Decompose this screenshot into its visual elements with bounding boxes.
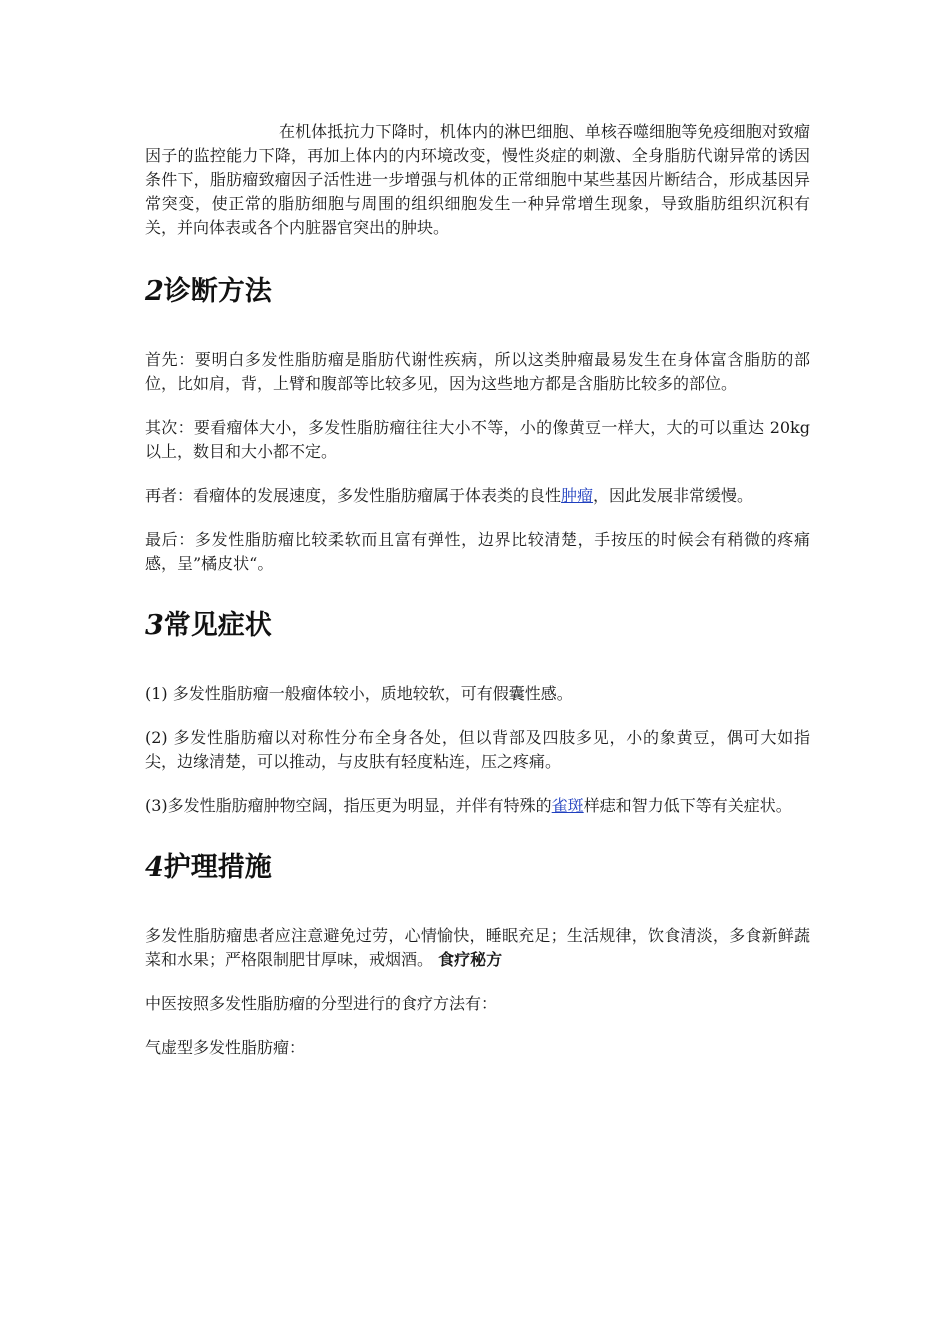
- freckle-link[interactable]: 雀斑: [551, 796, 584, 815]
- section-title: 护理措施: [163, 852, 272, 883]
- section-title: 常见症状: [163, 610, 272, 641]
- section-number: 2: [145, 276, 164, 307]
- paragraph-second: 其次：要看瘤体大小，多发性脂肪瘤往往大小不等，小的像黄豆一样大，大的可以重达 20kg 以上，数目和大小都不定。: [145, 418, 810, 461]
- symptom-item-2: (2) 多发性脂肪瘤以对称性分布全身各处，但以背部及四肢多见，小的象黄豆，偶可大如指尖，边缘清楚，可以推动，与皮肤有轻度粘连，压之疼痛。: [145, 728, 810, 771]
- paragraph-third: [145, 484, 810, 508]
- document-page: [145, 120, 810, 1060]
- symptom-item-1: (1) 多发性脂肪瘤一般瘤体较小，质地较软，可有假囊性感。: [145, 684, 573, 703]
- tumor-link[interactable]: 肿瘤: [561, 486, 594, 505]
- text-run: ，因此发展非常缓慢。: [593, 486, 754, 505]
- paragraph-first: 首先：要明白多发性脂肪瘤是脂肪代谢性疾病，所以这类肿瘤最易发生在身体富含脂肪的部位，比如肩，背，上臂和腹部等比较多见，因为这些地方都是含脂肪比较多的部位。: [145, 350, 810, 393]
- section-heading-care: [145, 850, 810, 886]
- section-number: 4: [145, 852, 164, 883]
- text-run: (3)多发性脂肪瘤肿物空阔，指压更为明显，并伴有特殊的: [145, 796, 552, 815]
- section-heading-diagnosis: [145, 274, 810, 310]
- section-heading-symptoms: [145, 608, 810, 644]
- diet-recipe-label: 食疗秘方: [438, 950, 503, 969]
- diet-intro-paragraph: 中医按照多发性脂肪瘤的分型进行的食疗方法有：: [145, 994, 498, 1013]
- text-run: 样痣和智力低下等有关症状。: [583, 796, 792, 815]
- care-paragraph: [145, 924, 810, 972]
- text-run: 再者：看瘤体的发展速度，多发性脂肪瘤属于体表类的良性: [145, 486, 562, 505]
- section-title: 诊断方法: [163, 276, 272, 307]
- qi-deficiency-paragraph: 气虚型多发性脂肪瘤：: [145, 1038, 306, 1057]
- text-run: 多发性脂肪瘤患者应注意避免过劳，心情愉快，睡眠充足；生活规律，饮食清淡，多食新鲜蔬菜和水果；严格限制肥甘厚味，戒烟酒。: [145, 926, 810, 969]
- intro-paragraph: 在机体抵抗力下降时，机体内的淋巴细胞、单核吞噬细胞等免疫细胞对致瘤因子的监控能力下降，再加上体内的内环境改变，慢性炎症的刺激、全身脂肪代谢异常的诱因条件下，脂肪瘤致瘤因子活性进一步增强与机体的正常细胞中某些基因片断结合，形成基因异常突变，使正常的脂肪细胞与周围的组织细胞发生一种异常增生现象，导致脂肪组织沉积有关，并向体表或各个内脏器官突出的肿块。: [145, 122, 810, 237]
- paragraph-fourth: 最后：多发性脂肪瘤比较柔软而且富有弹性，边界比较清楚，手按压的时候会有稍微的疼痛感，呈”橘皮状“。: [145, 530, 810, 573]
- section-number: 3: [145, 610, 164, 641]
- symptom-item-3: [145, 794, 810, 818]
